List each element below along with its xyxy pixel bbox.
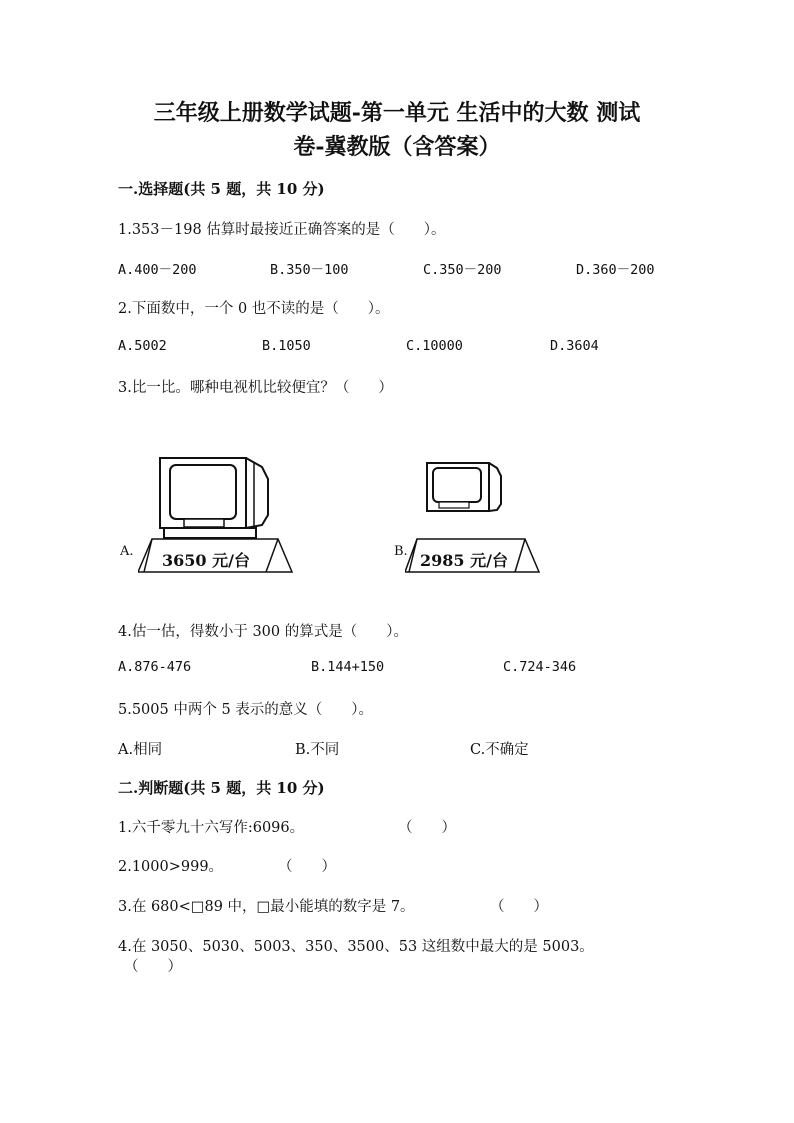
q1-option-c: C.350－200: [423, 262, 502, 278]
judge-question-3: 3.在 680<□89 中，□最小能填的数字是 7。: [118, 899, 415, 915]
judge-question-1: 1.六千零九十六写作:6096。: [118, 820, 305, 836]
judge-question-3-blank: （ ）: [490, 899, 548, 915]
q1-option-b: B.350－100: [270, 262, 349, 278]
q5-option-a: A.相同: [118, 742, 163, 758]
q5-option-c: C.不确定: [470, 742, 529, 758]
q3-option-b-letter: B.: [394, 544, 408, 559]
question-1-5: 5.5005 中两个 5 表示的意义（ ）。: [118, 702, 374, 718]
question-1-1: 1.353－198 估算时最接近正确答案的是（ ）。: [118, 222, 446, 238]
q1-option-d: D.360－200: [576, 262, 655, 278]
q4-option-a: A.876-476: [118, 659, 192, 675]
q4-option-c: C.724-346: [503, 659, 577, 675]
q5-option-b: B.不同: [295, 742, 340, 758]
q1-option-a: A.400－200: [118, 262, 197, 278]
q2-option-a: A.5002: [118, 338, 167, 354]
q4-option-b: B.144+150: [311, 659, 385, 675]
q3-option-a-letter: A.: [120, 544, 134, 559]
section-heading-choice: 一.选择题(共 5 题，共 10 分): [118, 180, 325, 198]
title-line-1: 三年级上册数学试题-第一单元 生活中的大数 测试: [153, 100, 641, 126]
question-1-2: 2.下面数中，一个 0 也不读的是（ ）。: [118, 301, 390, 317]
q3-option-b-price: 2985 元/台: [420, 551, 508, 570]
page-title: [90, 96, 704, 164]
title-line-2: 卷-冀教版（含答案）: [293, 134, 501, 160]
q2-option-c: C.10000: [406, 338, 463, 354]
q3-option-a-price: 3650 元/台: [162, 551, 250, 570]
q2-option-b: B.1050: [262, 338, 311, 354]
question-1-4: 4.估一估，得数小于 300 的算式是（ ）。: [118, 624, 408, 640]
judge-question-2: 2.1000>999。: [118, 859, 224, 875]
section-heading-judgement: 二.判断题(共 5 题，共 10 分): [118, 779, 325, 797]
question-1-3: 3.比一比。哪种电视机比较便宜？（ ）: [118, 380, 393, 396]
judge-question-4-blank: （ ）: [124, 959, 182, 975]
judge-question-2-blank: （ ）: [278, 859, 336, 875]
judge-question-4: 4.在 3050、5030、5003、350、3500、53 这组数中最大的是 5003。: [118, 939, 594, 955]
q2-option-d: D.3604: [550, 338, 599, 354]
judge-question-1-blank: （ ）: [398, 820, 456, 836]
